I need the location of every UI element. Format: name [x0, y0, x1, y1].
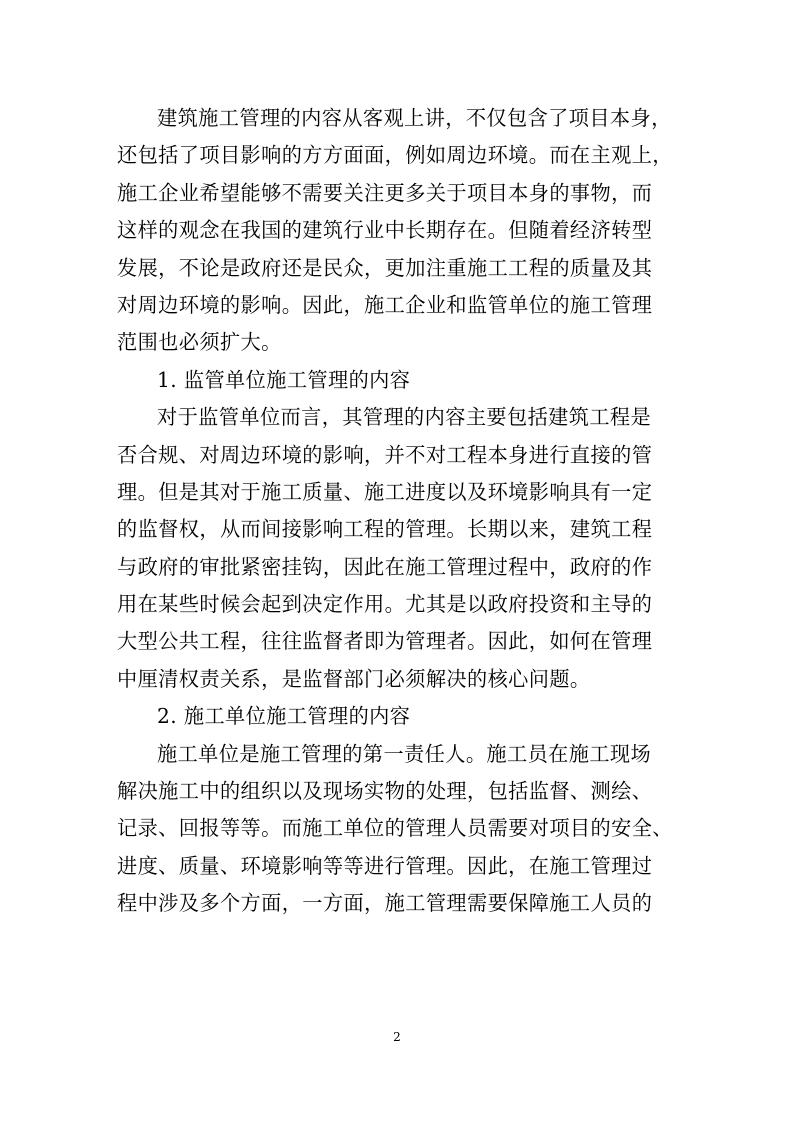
paragraph-2-line-6: 用在某些时候会起到决定作用。尤其是以政府投资和主导的	[117, 592, 653, 617]
paragraph-1-line-1: 建筑施工管理的内容从客观上讲，不仅包含了项目本身，	[157, 106, 672, 130]
paragraph-2-line-5: 与政府的审批紧密挂钩，因此在施工管理过程中，政府的作	[117, 554, 653, 579]
paragraph-2-line-1: 对于监管单位而言，其管理的内容主要包括建筑工程是	[157, 405, 652, 430]
section-heading-2: 2. 施工单位施工管理的内容	[157, 704, 411, 729]
body-text	[117, 100, 687, 923]
paragraph-3-line-1: 施工单位是施工管理的第一责任人。施工员在施工现场	[157, 741, 652, 766]
paragraph-1-line-3: 施工企业希望能够不需要关注更多关于项目本身的事物，而	[117, 180, 653, 205]
paragraph-3-line-5: 程中涉及多个方面，一方面，施工管理需要保障施工人员的	[117, 891, 653, 916]
paragraph-1-line-4: 这样的观念在我国的建筑行业中长期存在。但随着经济转型	[117, 218, 653, 243]
paragraph-3-line-3: 记录、回报等等。而施工单位的管理人员需要对项目的安全、	[117, 816, 673, 841]
paragraph-2-line-4: 的监督权，从而间接影响工程的管理。长期以来，建筑工程	[117, 517, 653, 542]
paragraph-2-line-3: 理。但是其对于施工质量、施工进度以及环境影响具有一定	[117, 479, 653, 504]
page-number: 2	[393, 1030, 401, 1044]
paragraph-1-line-2: 还包括了项目影响的方方面面，例如周边环境。而在主观上，	[117, 143, 673, 168]
paragraph-1-line-6: 对周边环境的影响。因此，施工企业和监管单位的施工管理	[117, 292, 653, 317]
paragraph-3-line-2: 解决施工中的组织以及现场实物的处理，包括监督、测绘、	[117, 779, 653, 804]
paragraph-1-line-7: 范围也必须扩大。	[117, 330, 282, 355]
paragraph-2-line-7: 大型公共工程，往往监督者即为管理者。因此，如何在管理	[117, 629, 653, 654]
paragraph-1-line-5: 发展，不论是政府还是民众，更加注重施工工程的质量及其	[117, 255, 653, 280]
section-heading-1: 1. 监管单位施工管理的内容	[157, 367, 411, 392]
paragraph-2-line-2: 否合规、对周边环境的影响，并不对工程本身进行直接的管	[117, 442, 653, 467]
paragraph-2-line-8: 中厘清权责关系，是监督部门必须解决的核心问题。	[117, 666, 591, 691]
paragraph-3-line-4: 进度、质量、环境影响等等进行管理。因此，在施工管理过	[117, 853, 653, 878]
